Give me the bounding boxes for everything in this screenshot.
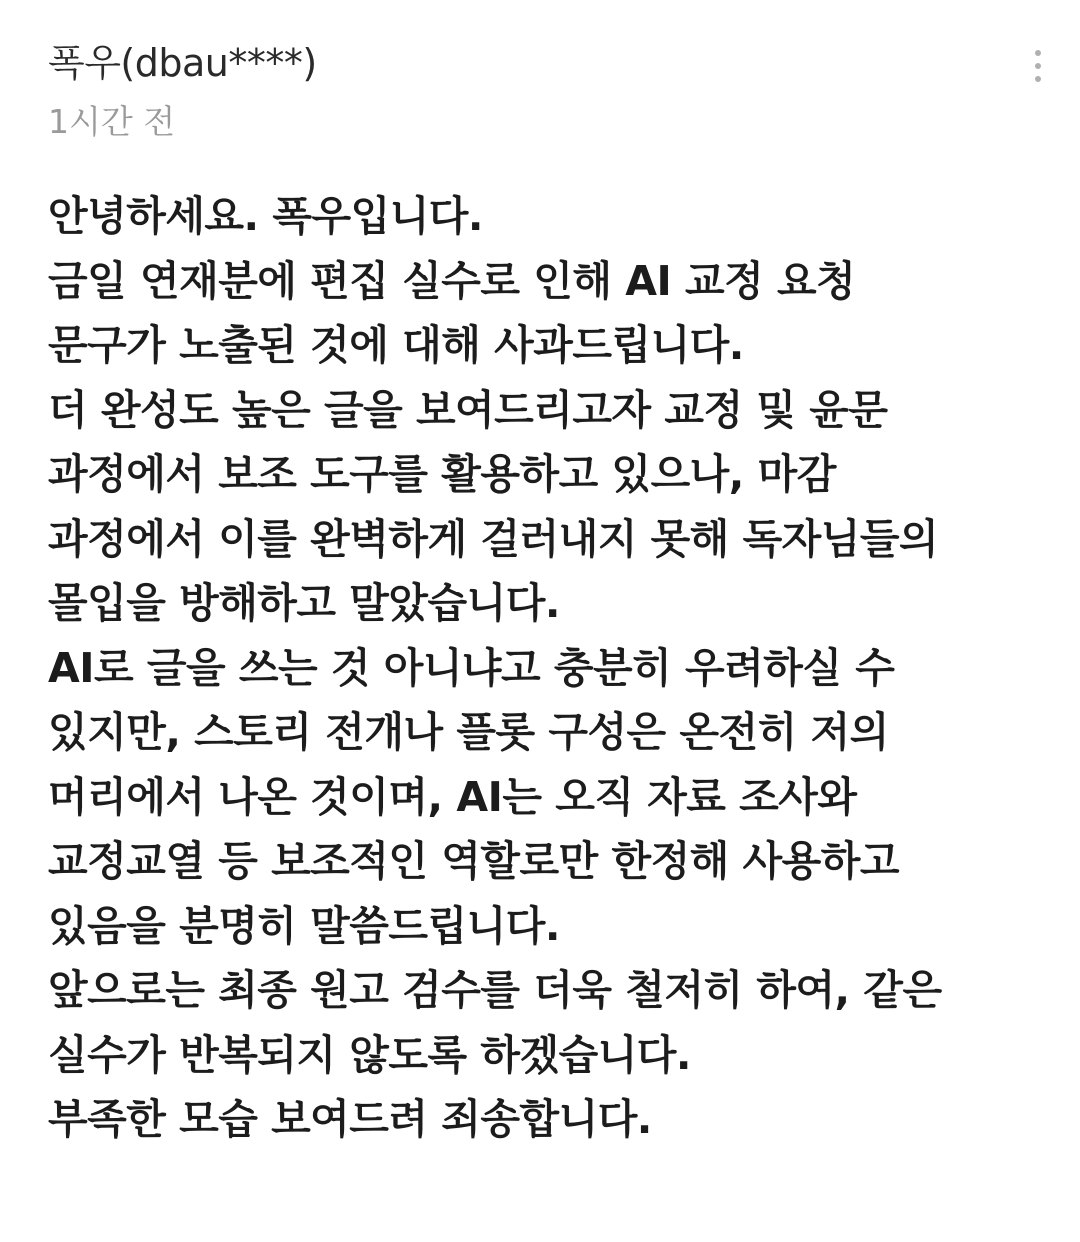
comment-line: 문구가 노출된 것에 대해 사과드립니다. [48,321,744,369]
comment-line: 있지만, 스토리 전개나 플롯 구성은 온전히 저의 [48,708,889,756]
author-name[interactable]: 폭우(dbau****) [48,41,317,85]
more-vertical-icon-dot [1035,63,1041,69]
comment-header [48,34,1080,166]
comment-line: 머리에서 나온 것이며, AI는 오직 자료 조사와 [48,772,857,821]
comment-line: 앞으로는 최종 원고 검수를 더욱 철저히 하여, 같은 [48,966,942,1014]
comment-line: 부족한 모습 보여드려 죄송합니다. [48,1095,652,1143]
comment-line: 교정교열 등 보조적인 역할로만 한정해 사용하고 [48,837,899,885]
more-options-button[interactable] [1024,42,1052,90]
comment-line: 과정에서 보조 도구를 활용하고 있으나, 마감 [48,450,836,498]
comment-line: 더 완성도 높은 글을 보여드리고자 교정 및 윤문 [48,385,888,434]
comment-line: 실수가 반복되지 않도록 하겠습니다. [48,1030,691,1079]
comment-line: 과정에서 이를 완벽하게 걸러내지 못해 독자님들의 [48,514,939,563]
comment-line: 몰입을 방해하고 말았습니다. [48,579,560,627]
comment-line: AI로 글을 쓰는 것 아니냐고 충분히 우려하실 수 [48,643,895,692]
comment-line: 안녕하세요. 폭우입니다. [48,192,483,240]
comment-timestamp: 1시간 전 [48,102,176,141]
comment-body [48,184,1080,1152]
comment-line: 금일 연재분에 편집 실수로 인해 AI 교정 요청 [48,256,856,305]
more-vertical-icon [1035,50,1041,56]
comment-line: 있음을 분명히 말씀드립니다. [48,901,560,950]
more-vertical-icon-dot [1035,76,1041,82]
